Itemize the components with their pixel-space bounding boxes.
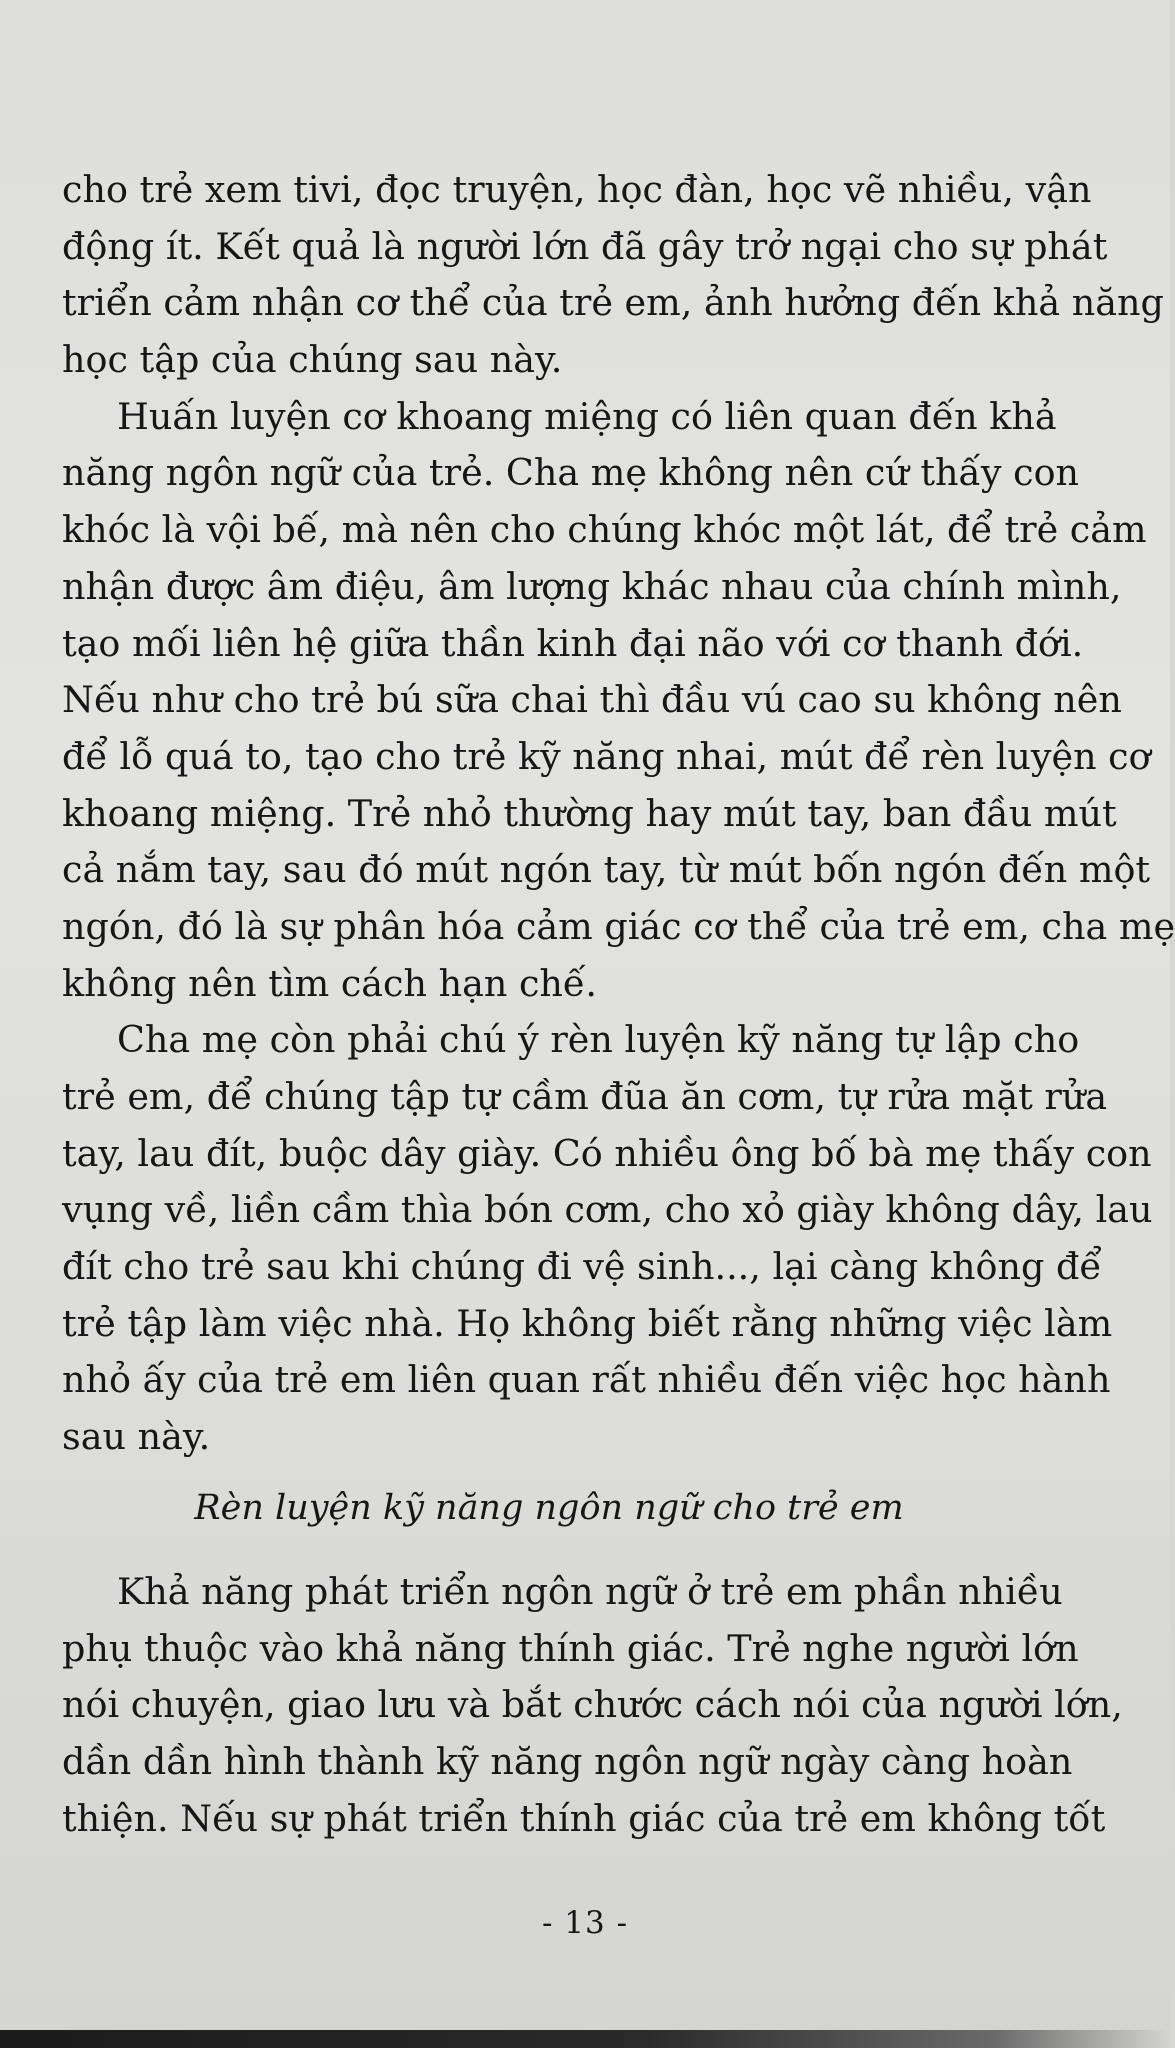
text-line: sau này.: [62, 1415, 211, 1459]
text-line: ngón, đó là sự phân hóa cảm giác cơ thể của trẻ em, cha mẹ: [62, 904, 1175, 948]
text-line: Nếu như cho trẻ bú sữa chai thì đầu vú cao su không nên: [62, 678, 1122, 722]
text-line: khóc là vội bế, mà nên cho chúng khóc một lát, để trẻ cảm: [62, 508, 1147, 552]
text-line: trẻ tập làm việc nhà. Họ không biết rằng những việc làm: [62, 1301, 1113, 1345]
paragraph-2: [62, 389, 1175, 1013]
text-line: triển cảm nhận cơ thể của trẻ em, ảnh hưởng đến khả năng: [62, 281, 1164, 325]
text-line: nói chuyện, giao lưu và bắt chước cách nói của người lớn,: [62, 1683, 1123, 1727]
text-line: Khả năng phát triển ngôn ngữ ở trẻ em phần nhiều: [117, 1570, 1063, 1613]
paragraph-3: [62, 1012, 1153, 1466]
text-line: nhận được âm điệu, âm lượng khác nhau của chính mình,: [62, 564, 1122, 608]
section-heading: Rèn luyện kỹ năng ngôn ngữ cho trẻ em: [194, 1488, 904, 1528]
text-line: năng ngôn ngữ của trẻ. Cha mẹ không nên cứ thấy con: [62, 451, 1080, 495]
text-line: thiện. Nếu sự phát triển thính giác của trẻ em không tốt: [62, 1796, 1106, 1840]
text-line: khoang miệng. Trẻ nhỏ thường hay mút tay, ban đầu mút: [62, 791, 1117, 835]
text-line: Cha mẹ còn phải chú ý rèn luyện kỹ năng tự lập cho: [117, 1018, 1080, 1062]
paragraph-4: [62, 1564, 1123, 1847]
page-number: - 13 -: [541, 1905, 629, 1941]
text-line: nhỏ ấy của trẻ em liên quan rất nhiều đến việc học hành: [62, 1358, 1111, 1402]
text-line: cho trẻ xem tivi, đọc truyện, học đàn, học vẽ nhiều, vận: [62, 168, 1092, 211]
text-line: tạo mối liên hệ giữa thần kinh đại não với cơ thanh đới.: [62, 621, 1084, 665]
text-line: dần dần hình thành kỹ năng ngôn ngữ ngày càng hoàn: [62, 1740, 1073, 1784]
text-line: để lỗ quá to, tạo cho trẻ kỹ năng nhai, mút để rèn luyện cơ: [62, 734, 1151, 778]
text-line: trẻ em, để chúng tập tự cầm đũa ăn cơm, tự rửa mặt rửa: [62, 1075, 1108, 1118]
text-line: tay, lau đít, buộc dây giày. Có nhiều ông bố bà mẹ thấy con: [62, 1131, 1152, 1175]
text-line: đít cho trẻ sau khi chúng đi vệ sinh..., lại càng không để: [62, 1245, 1102, 1289]
text-line: cả nắm tay, sau đó mút ngón tay, từ mút bốn ngón đến một: [62, 848, 1151, 892]
paragraph-1: [62, 162, 1164, 389]
scan-edge-shadow: [0, 2030, 1170, 2048]
section-body-text: [62, 1564, 1123, 1847]
text-line: không nên tìm cách hạn chế.: [62, 961, 597, 1005]
text-line: vụng về, liền cầm thìa bón cơm, cho xỏ giày không dây, lau: [62, 1188, 1153, 1232]
text-line: phụ thuộc vào khả năng thính giác. Trẻ nghe người lớn: [62, 1626, 1079, 1670]
text-line: học tập của chúng sau này.: [62, 338, 563, 382]
text-line: động ít. Kết quả là người lớn đã gây trở ngại cho sự phát: [62, 224, 1108, 268]
body-text: [62, 162, 1175, 1466]
text-line: Huấn luyện cơ khoang miệng có liên quan đến khả: [117, 394, 1057, 438]
